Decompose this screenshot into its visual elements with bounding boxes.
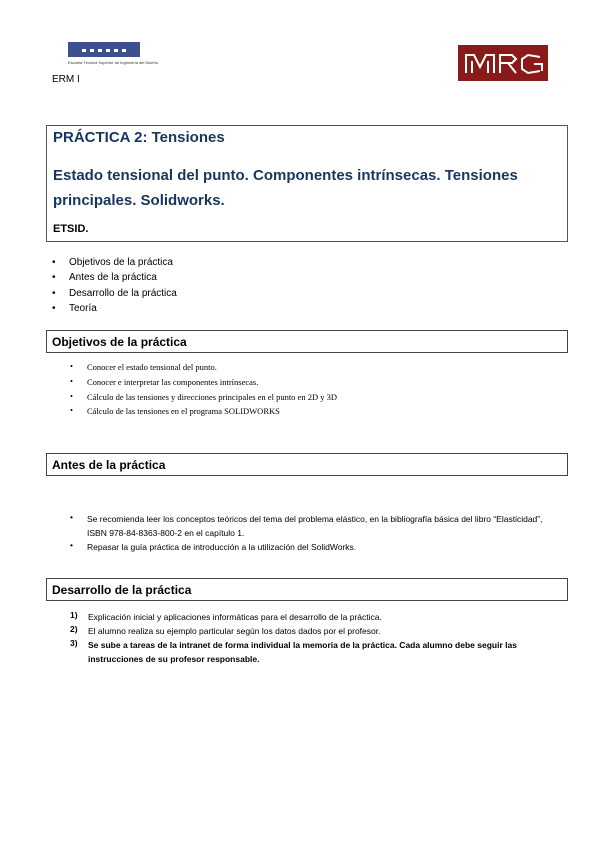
logo-mark	[122, 49, 126, 52]
section-heading: Antes de la práctica	[52, 458, 166, 472]
section-header-desarrollo	[46, 578, 568, 601]
index-item-label: Teoría	[69, 303, 97, 314]
item-number: 2)	[70, 624, 78, 634]
bullet-icon: •	[70, 376, 73, 386]
practice-title: PRÁCTICA 2: Tensiones	[53, 129, 225, 146]
logo-mark	[82, 49, 86, 52]
logo-caption: Escuela Técnica Superior de Ingeniería del Diseño	[68, 60, 158, 65]
bullet-icon: •	[70, 405, 73, 415]
etsid-logo	[68, 42, 158, 72]
bullet-icon: •	[52, 257, 56, 268]
logo-mark	[106, 49, 110, 52]
index-item-label: Antes de la práctica	[69, 272, 157, 283]
list-item-text: Repasar la guía práctica de introducción a la utilización del SolidWorks.	[87, 542, 357, 552]
department-logo-icon	[458, 45, 548, 81]
section-header-antes	[46, 453, 568, 476]
list-item-text: Conocer el estado tensional del punto.	[87, 362, 217, 372]
bullet-icon: •	[70, 391, 73, 401]
section-heading: Objetivos de la práctica	[52, 335, 187, 349]
bullet-icon: •	[70, 512, 73, 522]
item-text: Se sube a tareas de la intranet de forma individual la memoria de la práctica. Cada alumno debe seguir las instrucciones de su profesor responsable.	[88, 640, 517, 664]
logo-mark	[90, 49, 94, 52]
bullet-icon: •	[52, 303, 56, 314]
section-header-objetivos	[46, 330, 568, 353]
item-number: 3)	[70, 638, 78, 648]
logo-bar	[68, 42, 140, 57]
item-text: Explicación inicial y aplicaciones informáticas para el desarrollo de la práctica.	[88, 612, 382, 622]
list-item-text: Conocer e interpretar las componentes intrínsecas.	[87, 377, 259, 387]
bullet-icon: •	[52, 288, 56, 299]
section-heading: Desarrollo de la práctica	[52, 583, 192, 597]
item-text: El alumno realiza su ejemplo particular según los datos dados por el profesor.	[88, 626, 381, 636]
index-item-label: Objetivos de la práctica	[69, 257, 173, 268]
bullet-icon: •	[70, 540, 73, 550]
course-code: ERM I	[52, 74, 80, 85]
list-item-text: Cálculo de las tensiones en el programa SOLIDWORKS	[87, 406, 280, 416]
list-item-text: Se recomienda leer los conceptos teóricos del tema del problema elástico, en la bibliografía básica del libro “Elasticidad”, ISBN 978-84-8363-800-2 en el capítulo 1.	[87, 514, 543, 538]
school-name: ETSID.	[53, 223, 89, 235]
bullet-icon: •	[52, 272, 56, 283]
bullet-icon: •	[70, 361, 73, 371]
list-item-text: Cálculo de las tensiones y direcciones principales en el punto en 2D y 3D	[87, 392, 337, 402]
practice-subtitle: Estado tensional del punto. Componentes intrínsecas. Tensiones principales. Solidworks.	[53, 167, 518, 209]
department-logo	[458, 45, 548, 81]
logo-mark	[98, 49, 102, 52]
index-item-label: Desarrollo de la práctica	[69, 288, 177, 299]
logo-mark	[114, 49, 118, 52]
item-number: 1)	[70, 610, 78, 620]
